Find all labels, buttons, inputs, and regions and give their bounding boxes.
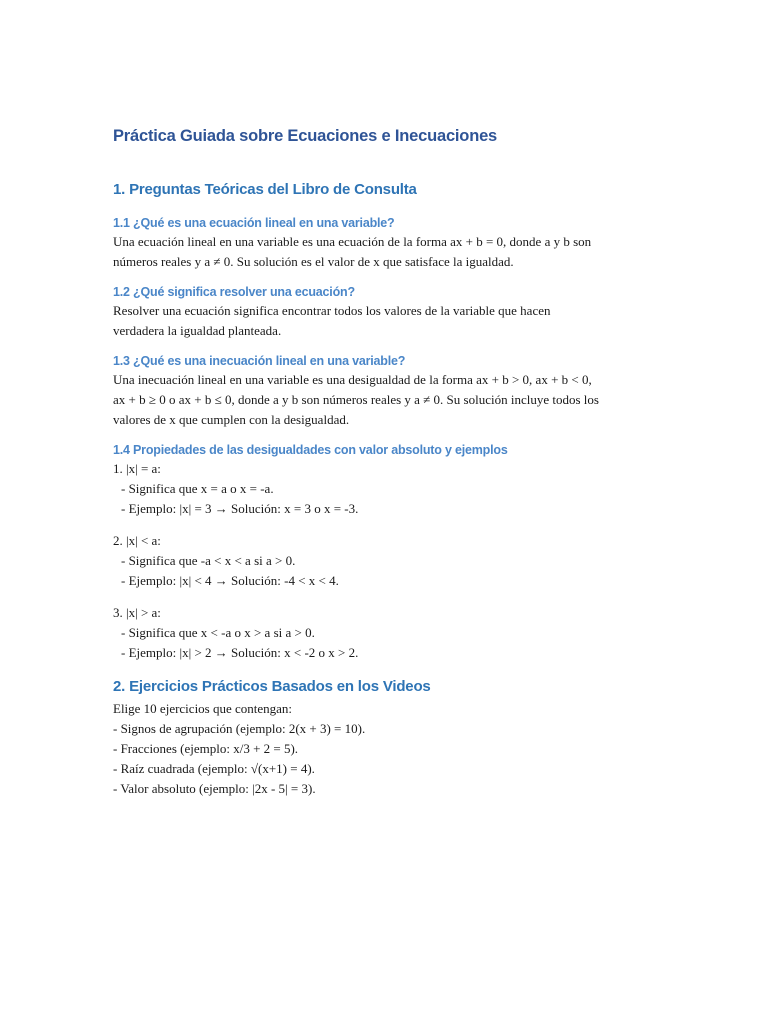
answer-line: valores de x que cumplen con la desigualdad. [113, 412, 350, 427]
property-item: - Ejemplo: |x| = 3 → Solución: x = 3 o x = -3. [121, 501, 359, 516]
answer-line: Una inecuación lineal en una variable es una desigualdad de la forma ax + b > 0, ax + b < 0, [113, 372, 592, 387]
answer-line: números reales y a ≠ 0. Su solución es el valor de x que satisface la igualdad. [113, 254, 514, 269]
property-title: 2. |x| < a: [113, 533, 161, 548]
document-page [113, 122, 673, 799]
property-title: 3. |x| > a: [113, 605, 161, 620]
exercise-line: - Signos de agrupación (ejemplo: 2(x + 3) = 10). [113, 721, 366, 736]
property-item: - Ejemplo: |x| > 2 → Solución: x < -2 o x > 2. [121, 645, 359, 660]
absolute-value-properties [113, 459, 673, 663]
exercise-line: Elige 10 ejercicios que contengan: [113, 701, 293, 716]
property-group [113, 459, 673, 519]
exercise-line: - Fracciones (ejemplo: x/3 + 2 = 5). [113, 741, 299, 756]
spacer [113, 591, 673, 603]
answer-line: Resolver una ecuación significa encontrar todos los valores de la variable que hacen [113, 303, 551, 318]
question-1-1-answer [113, 232, 673, 272]
question-1-1-heading: 1.1 ¿Qué es una ecuación lineal en una variable? [113, 216, 395, 230]
answer-line: ax + b ≥ 0 o ax + b ≤ 0, donde a y b son números reales y a ≠ 0. Su solución incluye todos los [113, 392, 599, 407]
property-item: - Significa que -a < x < a si a > 0. [121, 553, 296, 568]
section-1-heading: 1. Preguntas Teóricas del Libro de Consulta [113, 181, 417, 198]
answer-line: verdadera la igualdad planteada. [113, 323, 282, 338]
property-group [113, 603, 673, 663]
property-item: - Ejemplo: |x| < 4 → Solución: -4 < x < 4. [121, 573, 339, 588]
question-1-2-heading: 1.2 ¿Qué significa resolver una ecuación? [113, 285, 355, 299]
question-1-3-heading: 1.3 ¿Qué es una inecuación lineal en una variable? [113, 354, 406, 368]
property-title: 1. |x| = a: [113, 461, 161, 476]
question-1-4-heading: 1.4 Propiedades de las desigualdades con valor absoluto y ejemplos [113, 443, 508, 457]
property-item: - Significa que x = a o x = -a. [121, 481, 274, 496]
spacer [113, 519, 673, 531]
question-1-2-answer [113, 301, 673, 341]
exercise-line: - Valor absoluto (ejemplo: |2x - 5| = 3). [113, 781, 316, 796]
exercise-line: - Raíz cuadrada (ejemplo: √(x+1) = 4). [113, 761, 315, 776]
property-group [113, 531, 673, 591]
property-item: - Significa que x < -a o x > a si a > 0. [121, 625, 315, 640]
answer-line: Una ecuación lineal en una variable es una ecuación de la forma ax + b = 0, donde a y b son [113, 234, 592, 249]
question-1-3-answer [113, 370, 673, 430]
section-2-heading: 2. Ejercicios Prácticos Basados en los Videos [113, 678, 431, 695]
document-title: Práctica Guiada sobre Ecuaciones e Inecuaciones [113, 127, 498, 145]
section-2-body [113, 699, 673, 799]
